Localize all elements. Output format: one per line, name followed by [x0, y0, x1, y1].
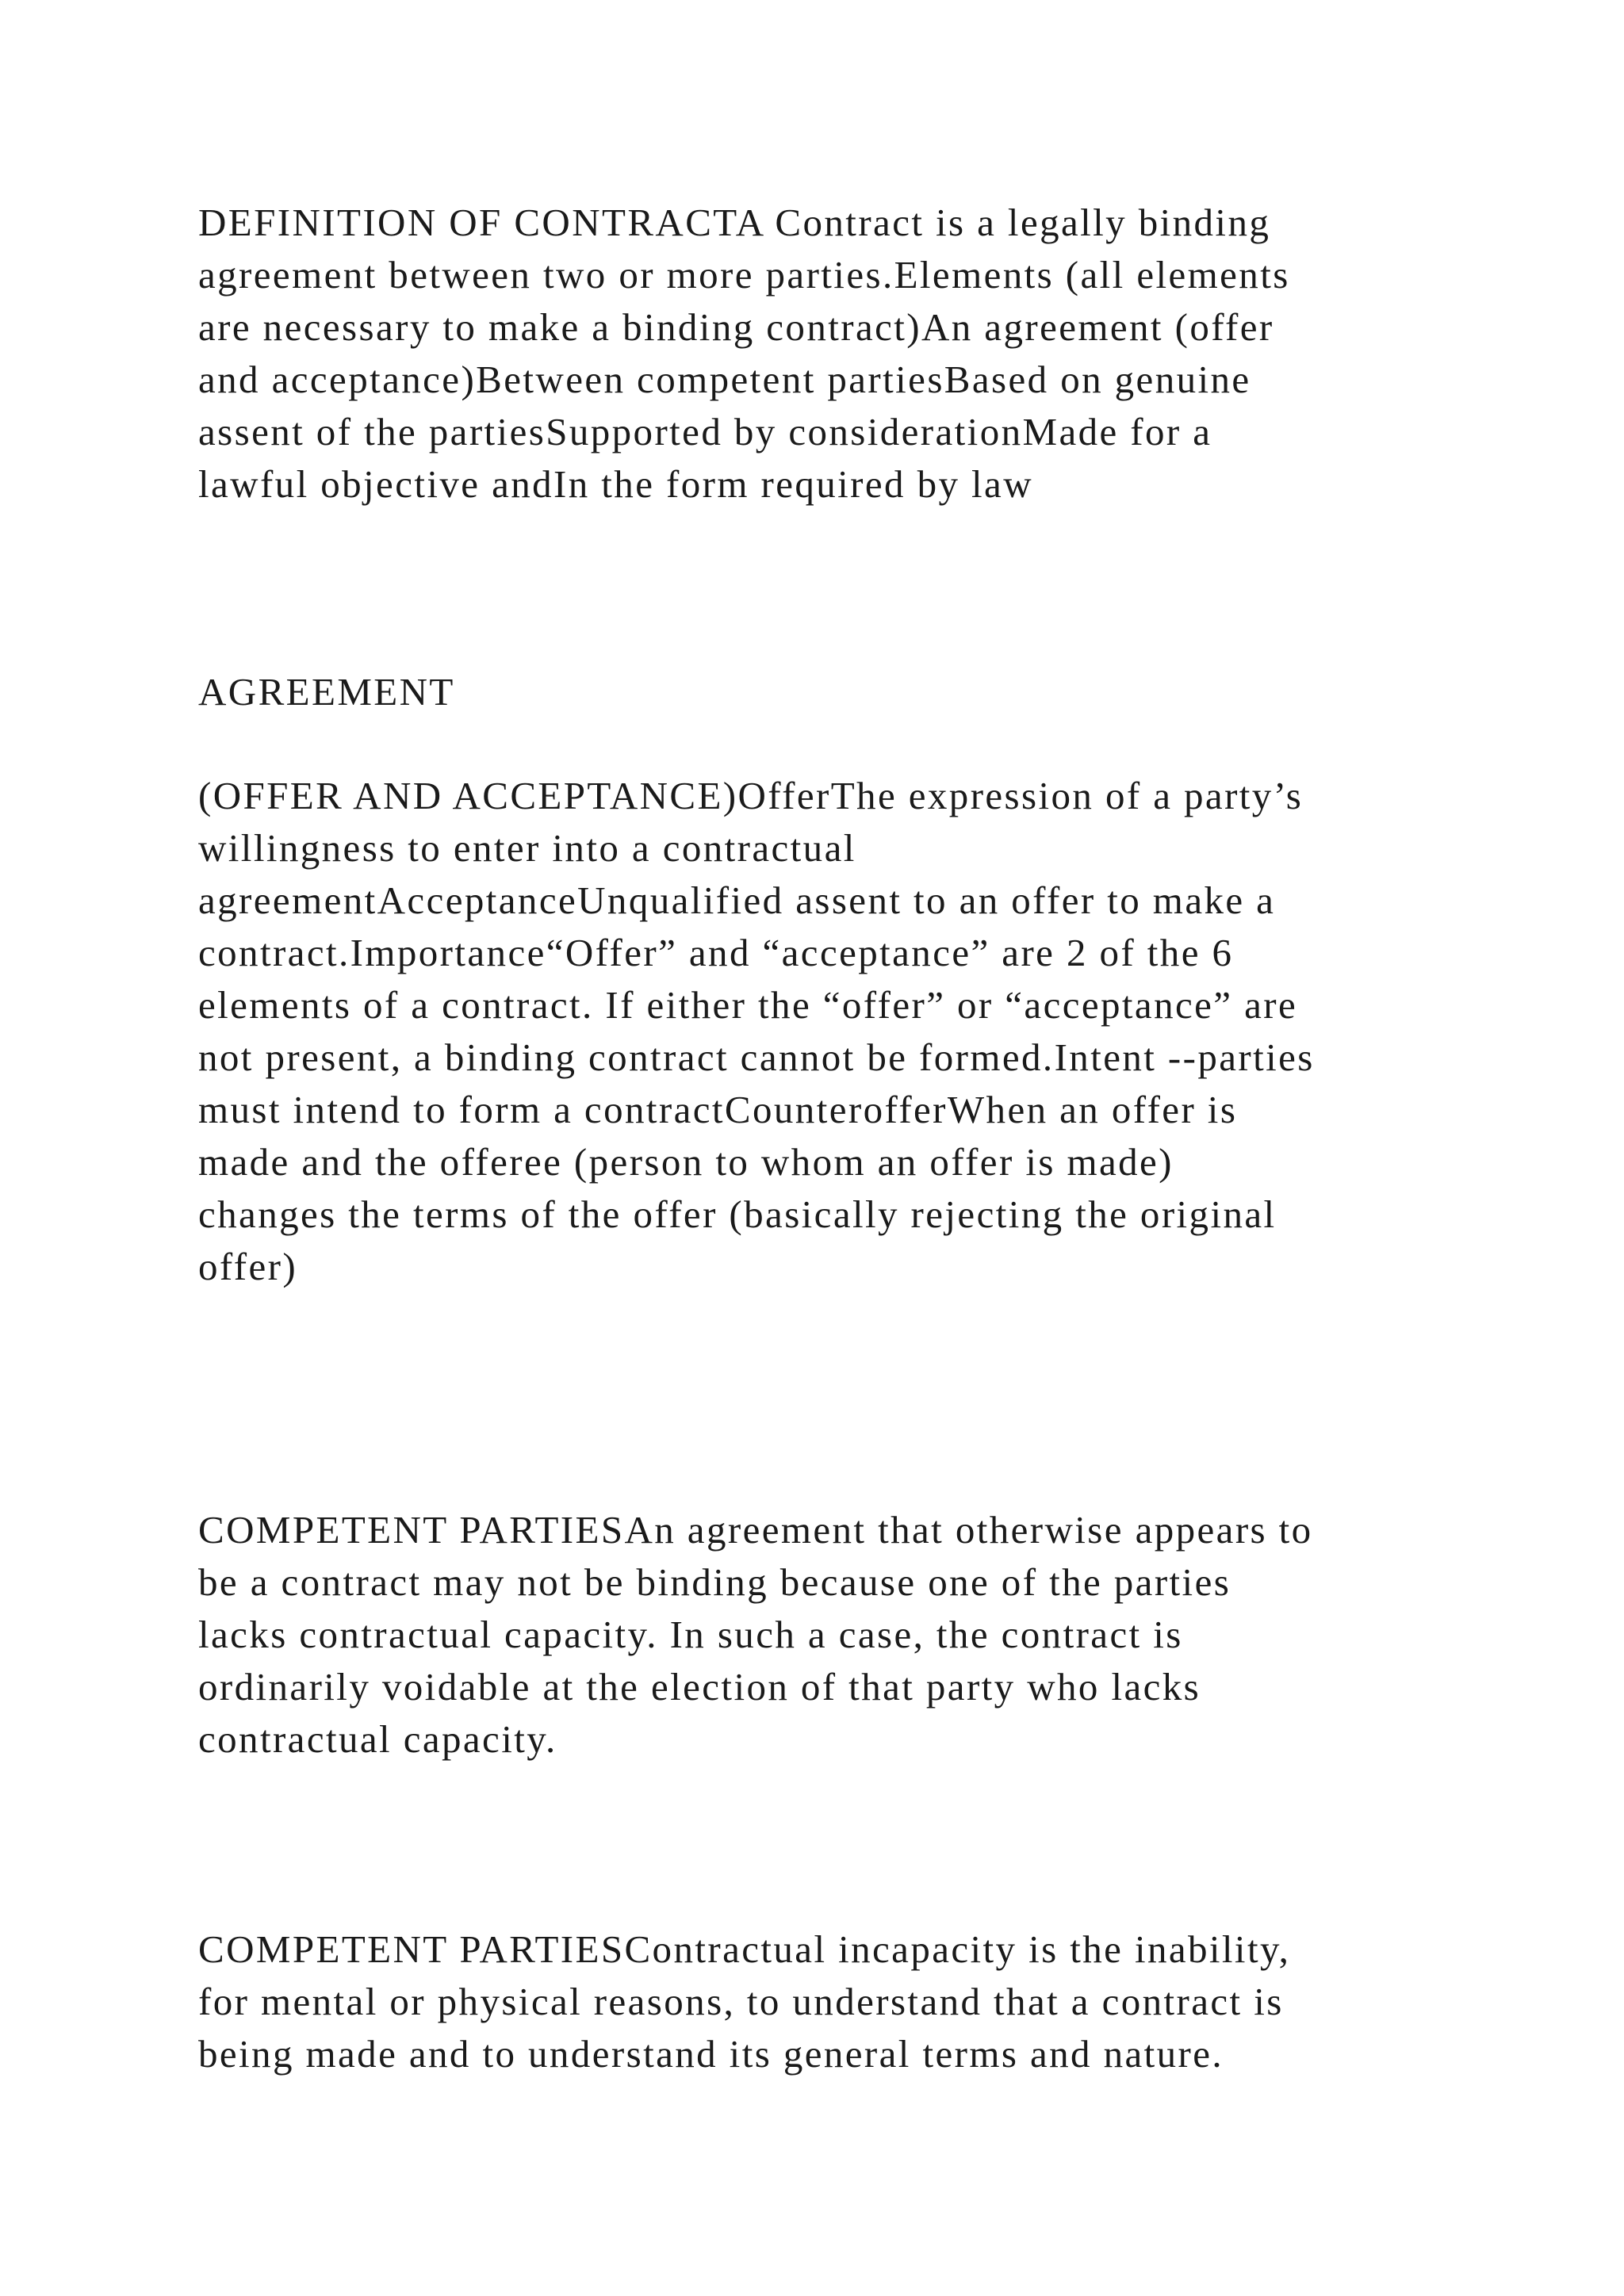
paragraph-definition-of-contract: DEFINITION OF CONTRACTA Contract is a legally binding agreement between two or more parties.Elements (all elements are necessary to make a binding contract)An agreement (offer and acceptance)Between competent partiesBased on genuine assent of the partiesSupported by considerationMade for a lawful objective andIn the form required by law [198, 201, 1290, 506]
heading-agreement: AGREEMENT [198, 670, 455, 714]
paragraph-competent-parties-1: COMPETENT PARTIESAn agreement that otherwise appears to be a contract may not be binding because one of the parties lacks contractual capacity. In such a case, the contract is ordinarily voidable at the election of that party who lacks contractual capacity. [198, 1508, 1313, 1761]
paragraph-offer-and-acceptance: (OFFER AND ACCEPTANCE)OfferThe expression of a party’s willingness to enter into a contractual agreementAcceptanceUnqualified assent to an offer to make a contract.Importance“Offer” and “acceptance” are 2 of the 6 elements of a contract. If either the “offer” or “acceptance” are not present, a binding contract cannot be formed.Intent --parties must intend to form a contractCounterofferWhen an offer is made and the offeree (person to whom an offer is made) changes the terms of the offer (basically rejecting the original offer) [198, 774, 1315, 1288]
paragraph-competent-parties-2: COMPETENT PARTIESContractual incapacity is the inability, for mental or physical reasons, to understand that a contract is being made and to understand its general terms and nature. [198, 1927, 1291, 2076]
